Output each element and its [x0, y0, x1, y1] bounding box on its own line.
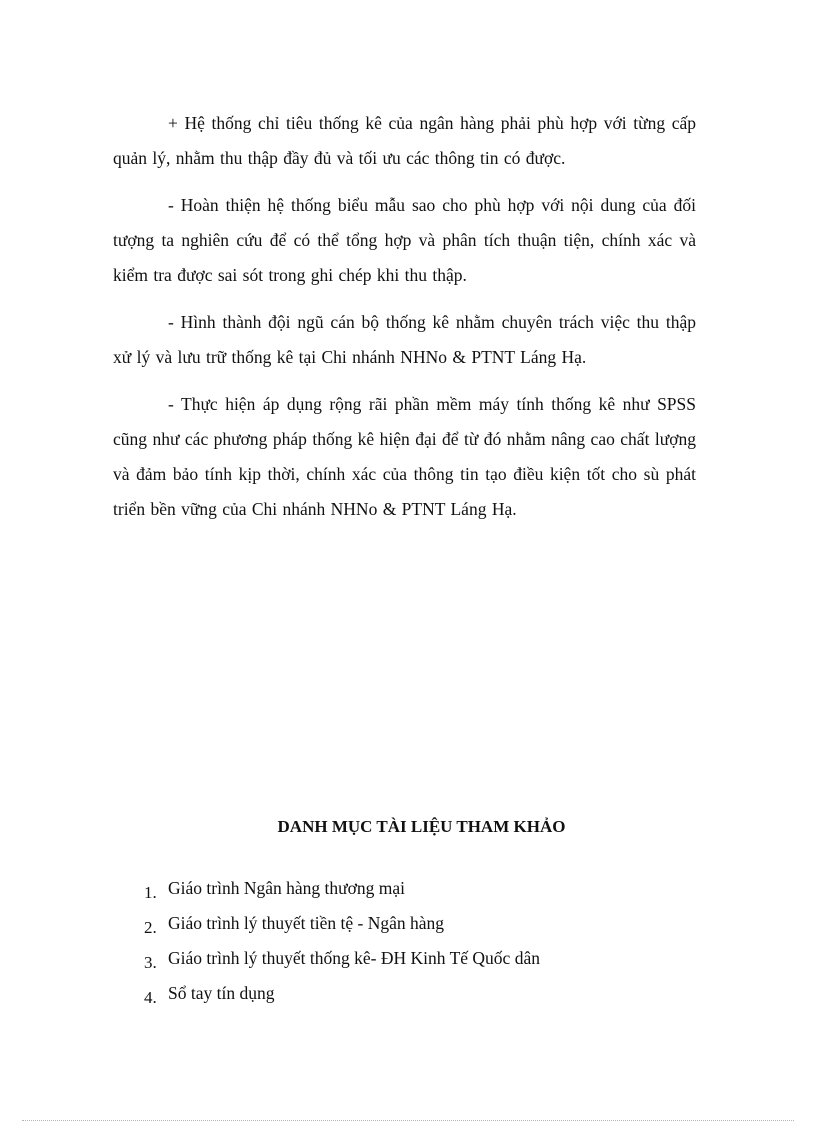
reference-item-4: [144, 976, 540, 1011]
reference-item-2: [144, 906, 540, 941]
references-title: DANH MỤC TÀI LIỆU THAM KHẢO: [277, 817, 566, 836]
reference-item-3: [144, 941, 540, 976]
paragraph-3: - Hình thành đội ngũ cán bộ thống kê nhằm chuyên trách việc thu thập xử lý và lưu trữ thống kê tại Chi nhánh NHNo & PTNT Láng Hạ.: [113, 312, 696, 367]
reference-number: 4.: [144, 988, 157, 1007]
paragraph-1: + Hệ thống chỉ tiêu thống kê của ngân hàng phải phù hợp với từng cấp quản lý, nhằm thu thập đầy đủ và tối ưu các thông tin có được.: [113, 113, 696, 168]
reference-text: Giáo trình lý thuyết tiền tệ - Ngân hàng: [168, 913, 445, 933]
reference-text: Giáo trình Ngân hàng thương mại: [168, 878, 405, 898]
paragraph-2: - Hoàn thiện hệ thống biểu mẫu sao cho phù hợp với nội dung của đối tượng ta nghiên cứu để có thể tổng hợp và phân tích thuận tiện, chính xác và kiểm tra được sai sót trong ghi chép khi thu thập.: [113, 195, 696, 285]
reference-text: Giáo trình lý thuyết thống kê- ĐH Kinh Tế Quốc dân: [168, 948, 540, 968]
body-text: [113, 106, 696, 539]
reference-number: 3.: [144, 953, 157, 972]
paragraph-4: - Thực hiện áp dụng rộng rãi phần mềm máy tính thống kê như SPSS cũng như các phương pháp thống kê hiện đại để từ đó nhằm nâng cao chất lượng và đảm bảo tính kịp thời, chính xác của thông tin tạo điều kiện tốt cho sù phát triển bền vững của Chi nhánh NHNo & PTNT Láng Hạ.: [113, 394, 696, 519]
references-list: [144, 871, 540, 1011]
reference-number: 1.: [144, 883, 157, 902]
reference-number: 2.: [144, 918, 157, 937]
page-bottom-divider: [22, 1120, 794, 1121]
reference-text: Sổ tay tín dụng: [168, 983, 275, 1003]
reference-item-1: [144, 871, 540, 906]
